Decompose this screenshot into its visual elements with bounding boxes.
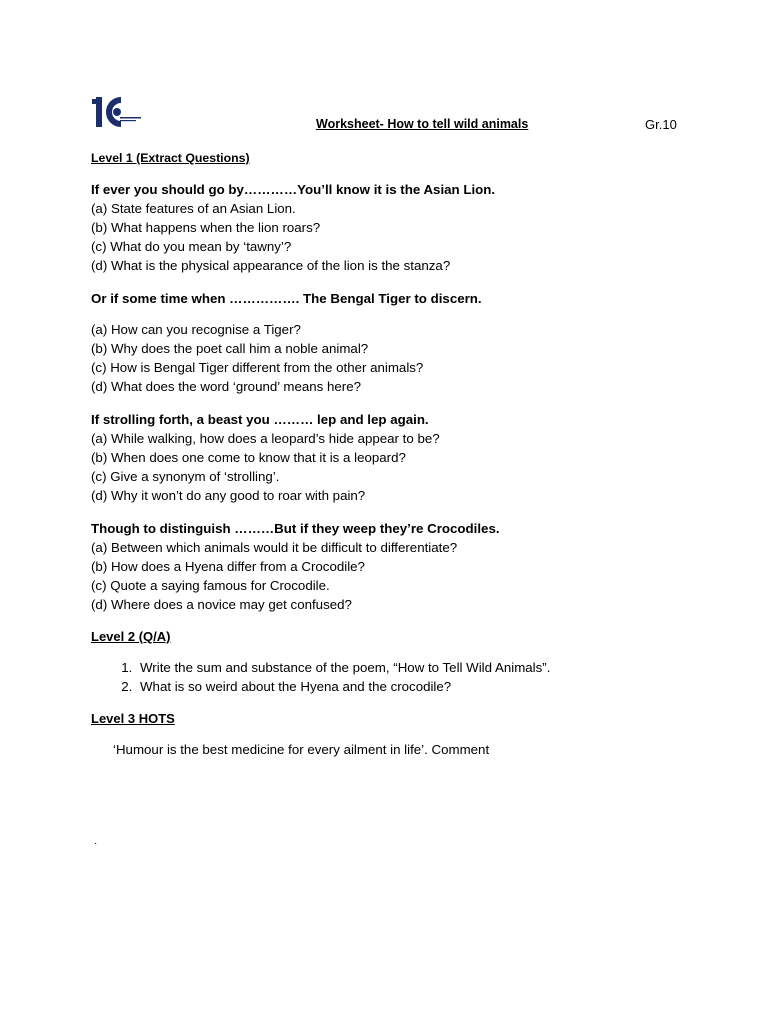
level3-section (91, 710, 731, 759)
worksheet-body (91, 150, 731, 759)
question: (a) How can you recognise a Tiger? (91, 322, 301, 337)
hots-question: ‘Humour is the best medicine for every ailment in life’. Comment (113, 742, 490, 757)
level2-heading: Level 2 (Q/A) (91, 629, 171, 644)
stanza-3 (91, 410, 731, 505)
stanza-1 (91, 180, 731, 275)
stanza-2 (91, 289, 731, 396)
stanza-4 (91, 519, 731, 614)
question: (b) How does a Hyena differ from a Crocodile? (91, 559, 365, 574)
stanza-extract: If strolling forth, a beast you ……… lep and lep again. (91, 412, 429, 427)
question: (a) While walking, how does a leopard’s hide appear to be? (91, 431, 440, 446)
grade-label: Gr.10 (645, 117, 677, 132)
level2-section (91, 628, 731, 696)
stanza-extract: If ever you should go by…………You’ll know it is the Asian Lion. (91, 182, 496, 197)
question: (a) Between which animals would it be difficult to differentiate? (91, 540, 458, 555)
question: (c) Quote a saying famous for Crocodile. (91, 578, 330, 593)
level3-heading: Level 3 HOTS (91, 711, 175, 726)
list-item: 1. Write the sum and substance of the poem, “How to Tell Wild Animals”. (136, 658, 731, 677)
question: (a) State features of an Asian Lion. (91, 201, 296, 216)
question: (b) Why does the poet call him a noble animal? (91, 341, 369, 356)
list-item: 2. What is so weird about the Hyena and the crocodile? (136, 677, 731, 696)
question: (c) What do you mean by ‘tawny’? (91, 239, 292, 254)
question: (b) When does one come to know that it is a leopard? (91, 450, 406, 465)
level2-question-list (91, 658, 731, 696)
stanza-extract: Or if some time when ……………. The Bengal Tiger to discern. (91, 291, 482, 306)
footer-mark: · (94, 838, 98, 849)
question: (c) Give a synonym of ‘strolling’. (91, 469, 280, 484)
school-logo (91, 96, 143, 128)
question: (d) What does the word ‘ground’ means here? (91, 379, 362, 394)
worksheet-title: Worksheet- How to tell wild animals (316, 117, 529, 131)
question: (b) What happens when the lion roars? (91, 220, 321, 235)
question: (d) Where does a novice may get confused? (91, 597, 352, 612)
stanza-extract: Though to distinguish ………But if they weep they’re Crocodiles. (91, 521, 500, 536)
level1-heading: Level 1 (Extract Questions) (91, 151, 250, 165)
question: (c) How is Bengal Tiger different from the other animals? (91, 360, 424, 375)
question: (d) What is the physical appearance of the lion is the stanza? (91, 258, 451, 273)
question: (d) Why it won’t do any good to roar with pain? (91, 488, 366, 503)
